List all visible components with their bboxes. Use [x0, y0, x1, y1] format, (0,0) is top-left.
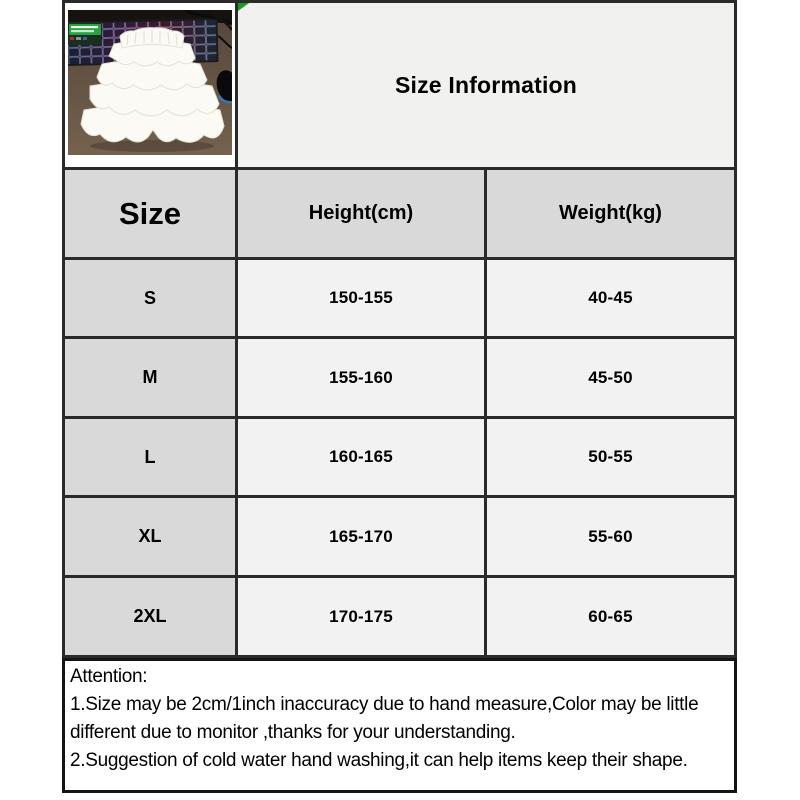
attention-heading: Attention:	[70, 666, 148, 687]
attention-line: different due to monitor ,thanks for your understanding.	[70, 722, 516, 743]
product-photo	[68, 10, 232, 155]
watermark-badge	[68, 22, 102, 45]
height-cell: 150-155	[238, 260, 484, 336]
attention-line: 1.Size may be 2cm/1inch inaccuracy due to hand measure,Color may be little	[70, 694, 699, 715]
product-photo-cell	[65, 3, 235, 167]
size-cell: XL	[65, 498, 235, 575]
weight-cell: 40-45	[487, 260, 734, 336]
height-cell: 160-165	[238, 419, 484, 495]
title-cell	[238, 3, 734, 167]
height-cell: 155-160	[238, 339, 484, 416]
weight-cell: 50-55	[487, 419, 734, 495]
size-cell: 2XL	[65, 578, 235, 655]
height-cell: 165-170	[238, 498, 484, 575]
weight-cell: 45-50	[487, 339, 734, 416]
size-cell: M	[65, 339, 235, 416]
header-cell-weight: Weight(kg)	[487, 170, 734, 257]
green-corner-icon	[238, 3, 249, 11]
size-cell: S	[65, 260, 235, 336]
height-cell: 170-175	[238, 578, 484, 655]
size-table	[62, 0, 737, 658]
header-cell-size: Size	[65, 170, 235, 257]
attention-box	[62, 658, 737, 793]
size-cell: L	[65, 419, 235, 495]
page-title: Size Information	[394, 71, 578, 98]
shorts-shadow	[90, 140, 214, 152]
attention-line: 2.Suggestion of cold water hand washing,it can help items keep their shape.	[70, 750, 688, 771]
header-cell-height: Height(cm)	[238, 170, 484, 257]
weight-cell: 55-60	[487, 498, 734, 575]
weight-cell: 60-65	[487, 578, 734, 655]
